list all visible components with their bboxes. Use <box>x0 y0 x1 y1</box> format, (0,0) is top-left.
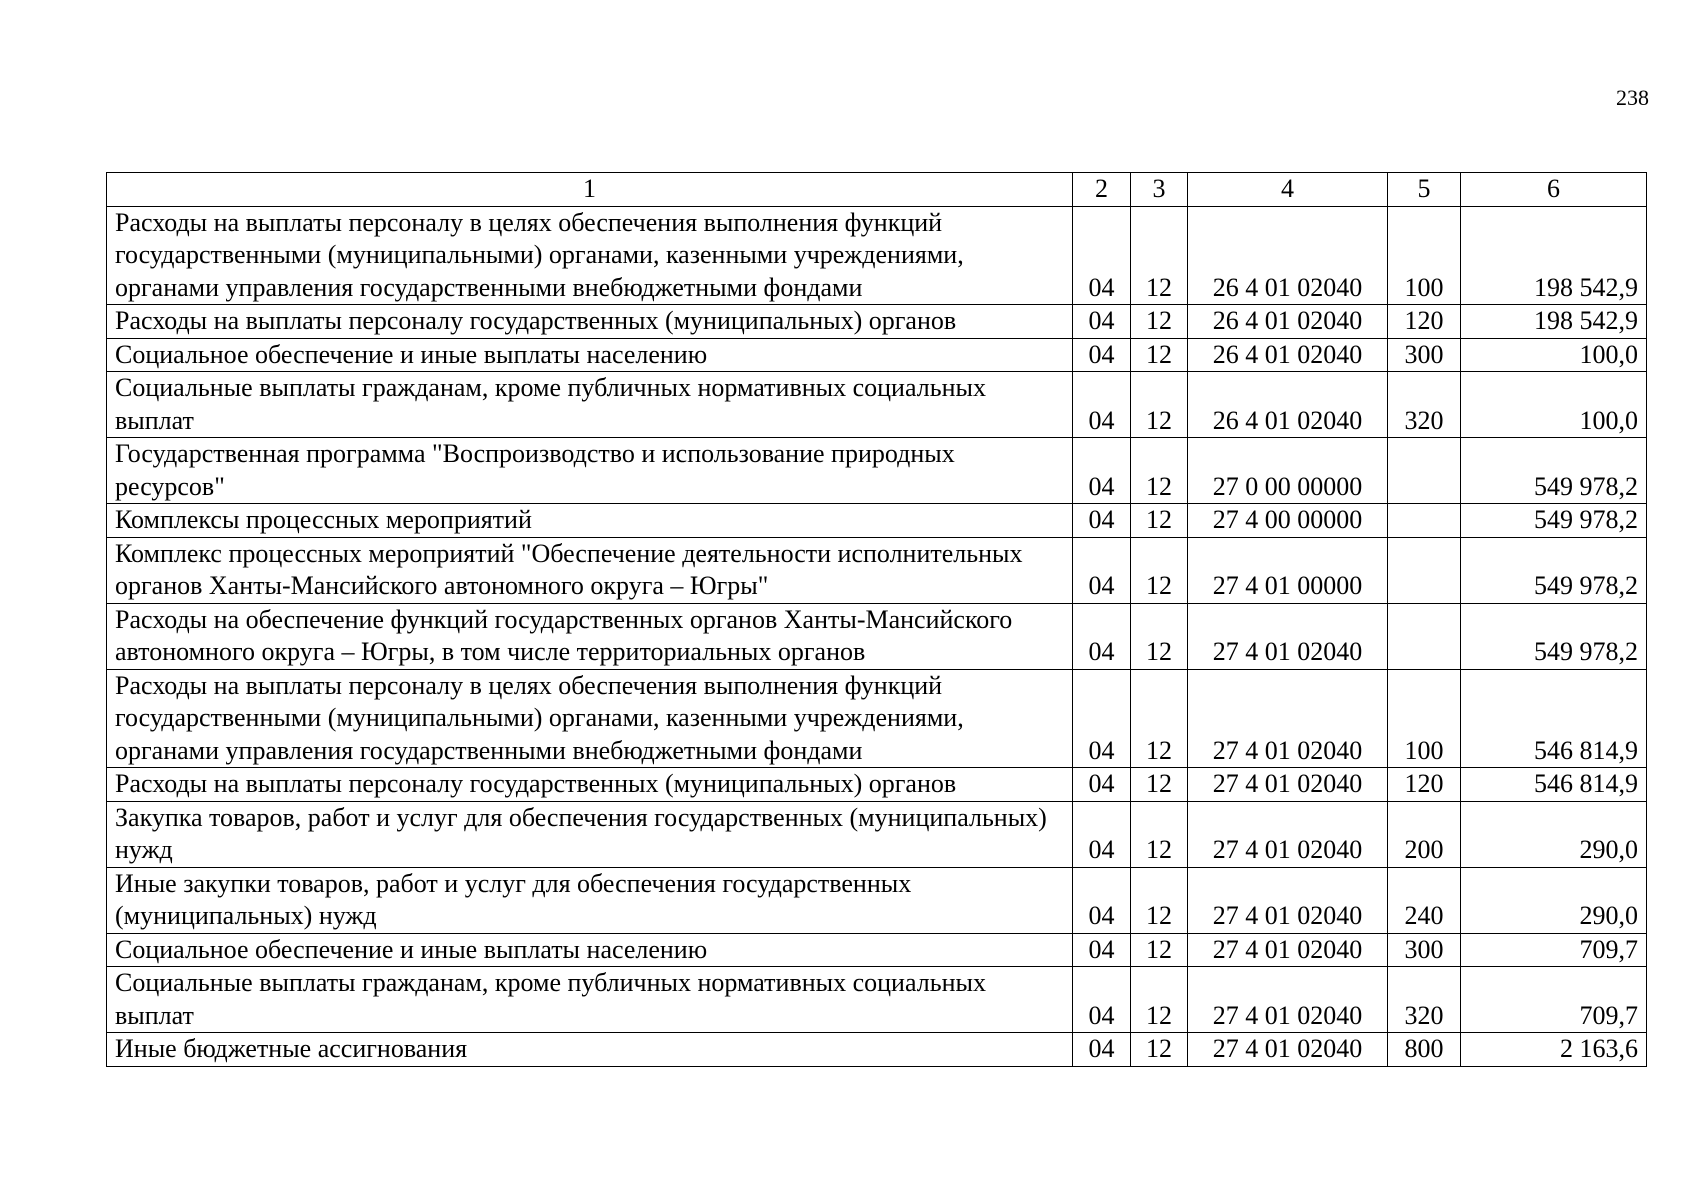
row-amount: 100,0 <box>1461 338 1647 372</box>
row-expense-type: 800 <box>1388 1033 1461 1067</box>
table-row <box>107 338 1647 372</box>
row-amount: 198 542,9 <box>1461 206 1647 305</box>
row-section: 04 <box>1073 867 1131 933</box>
row-section: 04 <box>1073 338 1131 372</box>
table-row <box>107 967 1647 1033</box>
row-name: Комплекс процессных мероприятий "Обеспечение деятельности исполнительных органов Ханты-Мансийского автономного округа – Югры" <box>107 537 1073 603</box>
row-code: 27 4 01 02040 <box>1188 967 1388 1033</box>
row-name: Расходы на выплаты персоналу в целях обеспечения выполнения функций государственными (муниципальными) органами, казенными учреждениями, органами управления государственными внебюджетными фондами <box>107 206 1073 305</box>
row-name: Иные бюджетные ассигнования <box>107 1033 1073 1067</box>
row-section: 04 <box>1073 768 1131 802</box>
row-amount: 549 978,2 <box>1461 537 1647 603</box>
row-subsection: 12 <box>1131 504 1188 538</box>
row-amount: 709,7 <box>1461 933 1647 967</box>
row-section: 04 <box>1073 305 1131 339</box>
row-expense-type: 120 <box>1388 768 1461 802</box>
row-expense-type: 120 <box>1388 305 1461 339</box>
row-amount: 198 542,9 <box>1461 305 1647 339</box>
table-row <box>107 504 1647 538</box>
row-name: Расходы на выплаты персоналу в целях обеспечения выполнения функций государственными (муниципальными) органами, казенными учреждениями, органами управления государственными внебюджетными фондами <box>107 669 1073 768</box>
row-section: 04 <box>1073 1033 1131 1067</box>
row-subsection: 12 <box>1131 537 1188 603</box>
row-amount: 290,0 <box>1461 801 1647 867</box>
row-subsection: 12 <box>1131 305 1188 339</box>
row-code: 26 4 01 02040 <box>1188 305 1388 339</box>
row-section: 04 <box>1073 372 1131 438</box>
row-name: Иные закупки товаров, работ и услуг для обеспечения государственных (муниципальных) нужд <box>107 867 1073 933</box>
row-code: 27 0 00 00000 <box>1188 438 1388 504</box>
row-subsection: 12 <box>1131 933 1188 967</box>
row-section: 04 <box>1073 933 1131 967</box>
row-expense-type: 100 <box>1388 206 1461 305</box>
row-section: 04 <box>1073 669 1131 768</box>
row-code: 26 4 01 02040 <box>1188 372 1388 438</box>
row-section: 04 <box>1073 504 1131 538</box>
row-subsection: 12 <box>1131 1033 1188 1067</box>
row-expense-type: 240 <box>1388 867 1461 933</box>
row-amount: 549 978,2 <box>1461 438 1647 504</box>
row-section: 04 <box>1073 801 1131 867</box>
row-name: Комплексы процессных мероприятий <box>107 504 1073 538</box>
row-code: 26 4 01 02040 <box>1188 338 1388 372</box>
row-expense-type <box>1388 504 1461 538</box>
row-subsection: 12 <box>1131 768 1188 802</box>
row-code: 27 4 01 02040 <box>1188 933 1388 967</box>
budget-table <box>106 172 1647 1067</box>
row-amount: 549 978,2 <box>1461 504 1647 538</box>
row-amount: 546 814,9 <box>1461 669 1647 768</box>
table-row <box>107 206 1647 305</box>
table-row <box>107 305 1647 339</box>
table-row <box>107 669 1647 768</box>
table-row <box>107 372 1647 438</box>
row-section: 04 <box>1073 967 1131 1033</box>
row-code: 27 4 01 00000 <box>1188 537 1388 603</box>
row-subsection: 12 <box>1131 967 1188 1033</box>
row-expense-type: 320 <box>1388 967 1461 1033</box>
header-cell: 2 <box>1073 173 1131 207</box>
table-row <box>107 801 1647 867</box>
row-name: Социальные выплаты гражданам, кроме публичных нормативных социальных выплат <box>107 372 1073 438</box>
row-name: Социальное обеспечение и иные выплаты населению <box>107 933 1073 967</box>
row-amount: 549 978,2 <box>1461 603 1647 669</box>
header-cell: 3 <box>1131 173 1188 207</box>
row-name: Государственная программа "Воспроизводство и использование природных ресурсов" <box>107 438 1073 504</box>
row-expense-type: 300 <box>1388 933 1461 967</box>
row-subsection: 12 <box>1131 338 1188 372</box>
row-name: Закупка товаров, работ и услуг для обеспечения государственных (муниципальных) нужд <box>107 801 1073 867</box>
row-code: 27 4 01 02040 <box>1188 867 1388 933</box>
row-name: Социальные выплаты гражданам, кроме публичных нормативных социальных выплат <box>107 967 1073 1033</box>
row-subsection: 12 <box>1131 438 1188 504</box>
row-expense-type: 100 <box>1388 669 1461 768</box>
row-name: Расходы на обеспечение функций государственных органов Ханты-Мансийского автономного округа – Югры, в том числе территориальных органов <box>107 603 1073 669</box>
row-subsection: 12 <box>1131 603 1188 669</box>
row-code: 27 4 01 02040 <box>1188 603 1388 669</box>
row-code: 26 4 01 02040 <box>1188 206 1388 305</box>
header-cell: 1 <box>107 173 1073 207</box>
row-subsection: 12 <box>1131 206 1188 305</box>
row-expense-type <box>1388 603 1461 669</box>
row-code: 27 4 00 00000 <box>1188 504 1388 538</box>
row-section: 04 <box>1073 537 1131 603</box>
table-row <box>107 537 1647 603</box>
row-amount: 709,7 <box>1461 967 1647 1033</box>
page-number: 238 <box>1616 85 1649 110</box>
table-row <box>107 1033 1647 1067</box>
row-name: Социальное обеспечение и иные выплаты населению <box>107 338 1073 372</box>
row-amount: 100,0 <box>1461 372 1647 438</box>
header-cell: 5 <box>1388 173 1461 207</box>
row-subsection: 12 <box>1131 801 1188 867</box>
row-name: Расходы на выплаты персоналу государственных (муниципальных) органов <box>107 768 1073 802</box>
row-code: 27 4 01 02040 <box>1188 1033 1388 1067</box>
header-cell: 6 <box>1461 173 1647 207</box>
row-name: Расходы на выплаты персоналу государственных (муниципальных) органов <box>107 305 1073 339</box>
row-expense-type <box>1388 438 1461 504</box>
table-row <box>107 603 1647 669</box>
header-cell: 4 <box>1188 173 1388 207</box>
row-code: 27 4 01 02040 <box>1188 768 1388 802</box>
row-expense-type: 200 <box>1388 801 1461 867</box>
row-section: 04 <box>1073 603 1131 669</box>
table-row <box>107 438 1647 504</box>
row-amount: 290,0 <box>1461 867 1647 933</box>
row-section: 04 <box>1073 438 1131 504</box>
row-section: 04 <box>1073 206 1131 305</box>
row-subsection: 12 <box>1131 669 1188 768</box>
row-expense-type: 320 <box>1388 372 1461 438</box>
row-subsection: 12 <box>1131 372 1188 438</box>
row-subsection: 12 <box>1131 867 1188 933</box>
table-row <box>107 933 1647 967</box>
table-row <box>107 867 1647 933</box>
table-header-row <box>107 173 1647 207</box>
row-amount: 546 814,9 <box>1461 768 1647 802</box>
row-amount: 2 163,6 <box>1461 1033 1647 1067</box>
row-expense-type: 300 <box>1388 338 1461 372</box>
table-row <box>107 768 1647 802</box>
row-code: 27 4 01 02040 <box>1188 669 1388 768</box>
row-expense-type <box>1388 537 1461 603</box>
row-code: 27 4 01 02040 <box>1188 801 1388 867</box>
